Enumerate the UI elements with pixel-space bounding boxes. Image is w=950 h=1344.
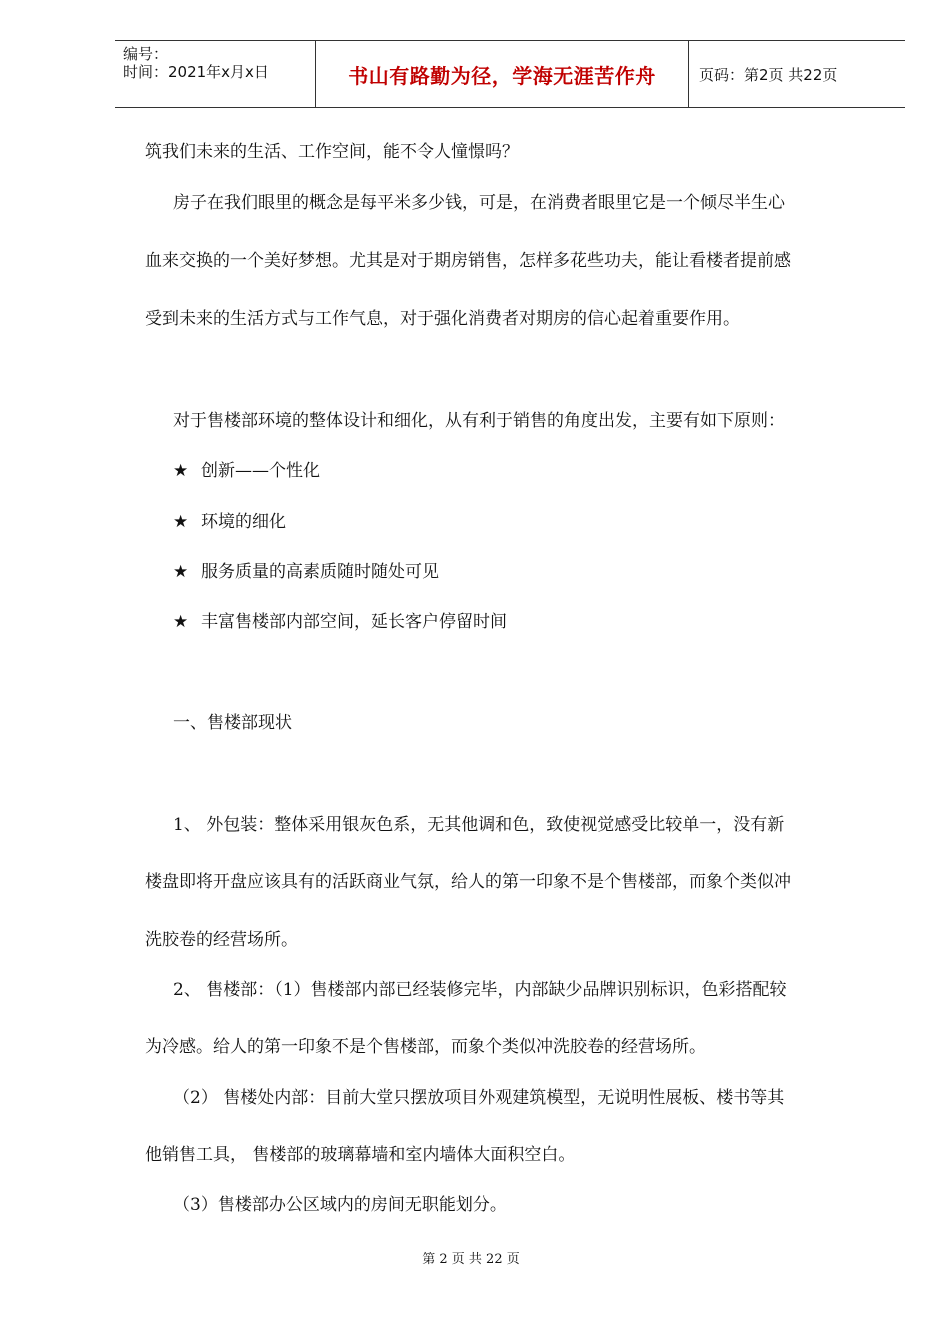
header-meta — [115, 41, 315, 107]
star-icon: ★ — [173, 461, 189, 481]
principle-text: 丰富售楼部内部空间，延长客户停留时间 — [201, 612, 507, 632]
date-label: 时间：2021年x月x日 — [123, 63, 269, 81]
header-motto: 书山有路勤为径，学海无涯苦作舟 — [315, 41, 689, 107]
star-icon: ★ — [173, 512, 189, 532]
footer-page-number: 第 2 页 共 22 页 — [422, 1252, 520, 1267]
body-line: （3）售楼部办公区域内的房间无职能划分。 — [173, 1195, 507, 1215]
paragraph-line: 受到未来的生活方式与工作气息，对于强化消费者对期房的信心起着重要作用。 — [145, 309, 740, 329]
principle-item — [173, 607, 913, 632]
paragraph-line: 筑我们未来的生活、工作空间，能不令人憧憬吗？ — [145, 142, 519, 162]
doc-number-label: 编号： — [123, 45, 169, 63]
body-line: 楼盘即将开盘应该具有的活跃商业气氛，给人的第一印象不是个售楼部，而象个类似冲 — [145, 872, 791, 892]
principle-item — [173, 557, 913, 582]
paragraph-line: 血来交换的一个美好梦想。尤其是对于期房销售，怎样多花些功夫，能让看楼者提前感 — [145, 251, 791, 271]
body-line: 1、 外包装：整体采用银灰色系，无其他调和色，致使视觉感受比较单一，没有新 — [173, 815, 785, 835]
body-line: 洗胶卷的经营场所。 — [145, 930, 298, 950]
principle-text: 服务质量的高素质随时随处可见 — [201, 562, 439, 582]
page-header — [115, 40, 905, 108]
principle-item — [173, 456, 913, 481]
header-page-number: 页码：第2页 共22页 — [699, 65, 838, 84]
page-footer — [0, 1248, 950, 1267]
body-line: 他销售工具， 售楼部的玻璃幕墙和室内墙体大面积空白。 — [145, 1145, 576, 1165]
paragraph-line: 对于售楼部环境的整体设计和细化，从有利于销售的角度出发，主要有如下原则： — [173, 411, 785, 431]
principle-text: 环境的细化 — [201, 512, 286, 532]
star-icon: ★ — [173, 612, 189, 632]
principle-item — [173, 507, 913, 532]
principle-text: 创新——个性化 — [201, 461, 320, 481]
section-heading: 一、售楼部现状 — [173, 713, 292, 733]
body-line: （2） 售楼处内部：目前大堂只摆放项目外观建筑模型，无说明性展板、楼书等其 — [173, 1088, 785, 1108]
paragraph-line: 房子在我们眼里的概念是每平米多少钱，可是，在消费者眼里它是一个倾尽半生心 — [173, 193, 785, 213]
star-icon: ★ — [173, 562, 189, 582]
body-line: 2、 售楼部：（1）售楼部内部已经装修完毕，内部缺少品牌识别标识，色彩搭配较 — [173, 980, 787, 1000]
body-line: 为冷感。给人的第一印象不是个售楼部，而象个类似冲洗胶卷的经营场所。 — [145, 1037, 706, 1057]
